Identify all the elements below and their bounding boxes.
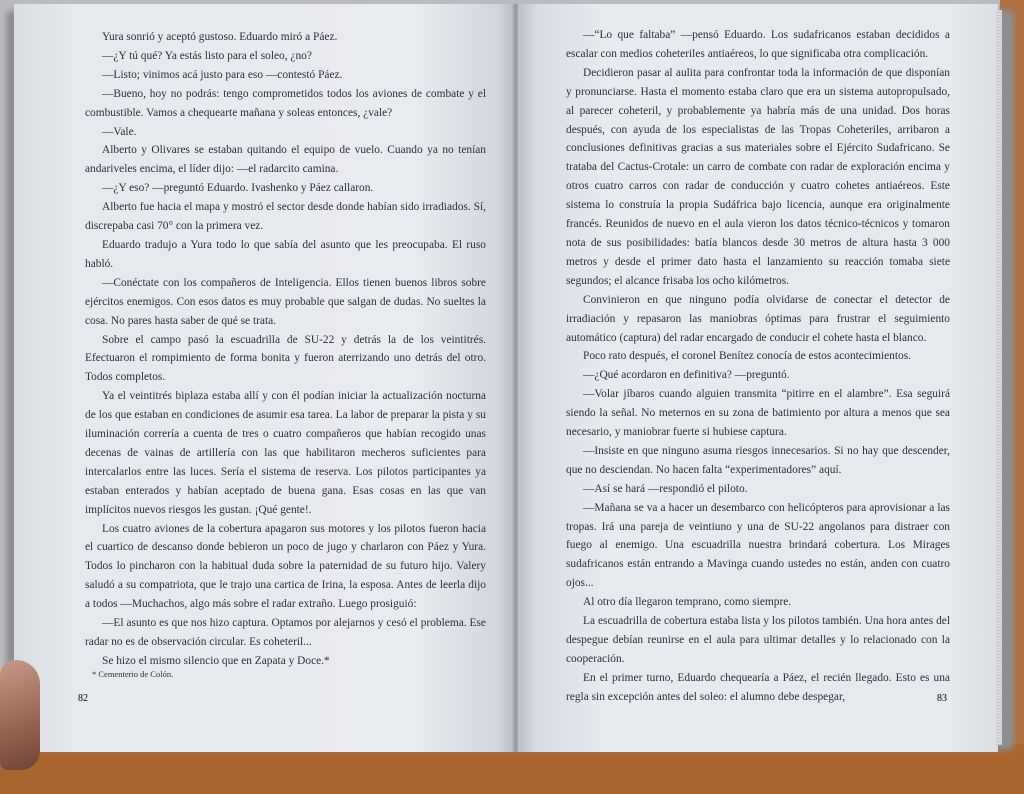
paragraph: —Mañana se va a hacer un desembarco con helicópteros para aprovisionar a las tropas. Irá una pareja de veintiuno y una de SU-22 angolanos para distraer con fuego al enemigo. Una escuadrilla nuestra brindará cobertura. Los Mirages sudafricanos están entrando a Mavinga cuando ustedes no están, anden con cuatro ojos...: [566, 501, 950, 590]
paragraph: —El asunto es que nos hizo captura. Optamos por alejarnos y cesó el problema. Ese radar no es de observación circular. Es coheteril...: [85, 617, 486, 648]
paragraph: Eduardo tradujo a Yura todo lo que sabía del asunto que les preocupaba. El ruso habló.: [85, 238, 486, 270]
paragraph: —Bueno, hoy no podrás: tengo comprometidos todos los aviones de combate y el combustible. Vamos a chequearte mañana y soleas entonces, ¿vale?: [85, 87, 486, 119]
paragraph: Decidieron pasar al aulita para confrontar toda la información de que disponían y pronunciarse. Hasta el momento estaba claro que era un sistema autopropulsado, al parecer coheteril, y probablemente ya habría más de una unidad. Dos horas después, con ayuda de los especialistas de las Tropas Coheteriles, arribaron a conclusiones definitivas gracias a sus materiales sobre el Ejército Sudafricano. Se trataba del Cactus-Crotale: un carro de combate con radar de exploración encima y otros cuatro carros con radar de conducción y cuatro cohetes antiaéreos. Este sistema lo construía la propia Sudáfrica bajo licencia, aunque era originalmente francés. Reunidos de nuevo en el aula vieron los datos técnico-técnicos y tomaron nota de sus posibilidades: batía blancos desde 30 metros de altura hasta 3 000 metros y desde el primer dato hasta el lanzamiento su reacción tomaba siete segundos; el alcance frisaba los ocho kilómetros.: [566, 66, 950, 287]
paragraph: —Conéctate con los compañeros de Inteligencia. Ellos tienen buenos libros sobre ejércitos enemigos. Con esos datos es muy probable que salgan de dudas. No sueltes la cosa. No pares hasta saber de qué se trata.: [85, 276, 486, 327]
paragraph: Sobre el campo pasó la escuadrilla de SU-22 y detrás la de los veintitrés. Efectuaron el rompimiento de forma bonita y fueron aterrizando uno detrás del otro. Todos completos.: [85, 333, 486, 384]
paragraph: Ya el veintitrés biplaza estaba allí y con él podían iniciar la actualización nocturna de los que estaban en condiciones de asumir esa tarea. La labor de preparar la pista y su iluminación correría a cuenta de tres o cuatro compañeros que habían recogido unas decenas de vainas de artillería con las que habilitaron mecheros suficientes para intercalarlos entre las luces. Sería el sistema de reserva. Los pilotos participantes ya estaban enterados y habían aceptado de buena gana. Esas cosas en las que van implícitos nuevos riesgos les gustan. ¡Qué gente!.: [85, 390, 486, 516]
paragraph: Al otro día llegaron temprano, como siempre.: [583, 596, 792, 609]
left-page: [14, 4, 516, 752]
page-stack-edge: [996, 10, 1002, 745]
page-number-right: 83: [937, 693, 947, 704]
page-number-left: 82: [78, 693, 88, 704]
paragraph: Alberto y Olivares se estaban quitando el equipo de vuelo. Cuando ya no tenían andariveles encima, el líder dijo: —el radarcito camina.: [85, 144, 486, 176]
paragraph: —Vale.: [102, 125, 137, 138]
paragraph: —Insiste en que ninguno asuma riesgos innecesarios. Si no hay que descender, que no desciendan. No hacen falta “experimentadores” aquí.: [566, 444, 950, 476]
paragraph: La escuadrilla de cobertura estaba lista y los pilotos también. Una hora antes del despegue debían reunirse en el aula para ultimar detalles y lo relacionado con la cooperación.: [566, 615, 950, 665]
paragraph: Poco rato después, el coronel Benítez conocía de estos acontecimientos.: [583, 350, 912, 363]
right-page: [518, 4, 998, 752]
paragraph: —Listo; vinimos acá justo para eso —contestó Páez.: [102, 68, 343, 81]
right-page-body: [566, 26, 950, 707]
paragraph: Se hizo el mismo silencio que en Zapata y Doce.*: [102, 654, 330, 667]
paragraph: —¿Qué acordaron en definitiva? —preguntó.: [583, 369, 790, 382]
paragraph: —“Lo que faltaba” —pensó Eduardo. Los sudafricanos estaban decididos a escalar con medios coheteriles antiaéreos, lo que significaba otra complicación.: [566, 29, 950, 60]
thumb-holding-book: [0, 660, 40, 770]
paragraph: —Así se hará —respondió el piloto.: [583, 482, 748, 495]
left-page-body: [85, 28, 486, 671]
paragraph: Yura sonrió y aceptó gustoso. Eduardo miró a Páez.: [102, 31, 338, 43]
paragraph: Los cuatro aviones de la cobertura apagaron sus motores y los pilotos fueron hacia el cuartico de descanso donde bebieron un poco de jugo y charlaron con Páez y Yura. Todos lo pincharon con la habitual duda sobre la paternidad de su futuro hijo. Valery saludó a su compatriota, que le trajo una cartica de Irina, la esposa. Antes de leerla dijo a todos —Muchachos, algo más sobre el radar extraño. Luego prosiguió:: [85, 522, 486, 611]
paragraph: —¿Y eso? —preguntó Eduardo. Ivashenko y Páez callaron.: [102, 182, 374, 195]
paragraph: Alberto fue hacia el mapa y mostró el sector desde donde habían sido irradiados. Sí, discrepaba casi 70° con la primera vez.: [85, 201, 486, 233]
paragraph: —Volar jíbaros cuando alguien transmita “pitirre en el alambre”. Esa seguirá siendo la señal. No meternos en su zona de batimiento por altura a menos que sea necesario, y maniobrar fuerte si hubiese captura.: [566, 388, 950, 439]
paragraph: —¿Y tú qué? Ya estás listo para el soleo, ¿no?: [102, 49, 312, 62]
paragraph: Convinieron en que ninguno podía olvidarse de conectar el detector de irradiación y repasaron las maniobras óptimas para frustrar el seguimiento automático (captura) del radar encargado de conducir el cohete hasta el blanco.: [566, 293, 950, 344]
paragraph: En el primer turno, Eduardo chequearía a Páez, el recién llegado. Esto es una regla sin excepción antes del soleo: el alumno debe despegar,: [566, 671, 950, 703]
footnote: * Cementerio de Colón.: [92, 669, 174, 679]
